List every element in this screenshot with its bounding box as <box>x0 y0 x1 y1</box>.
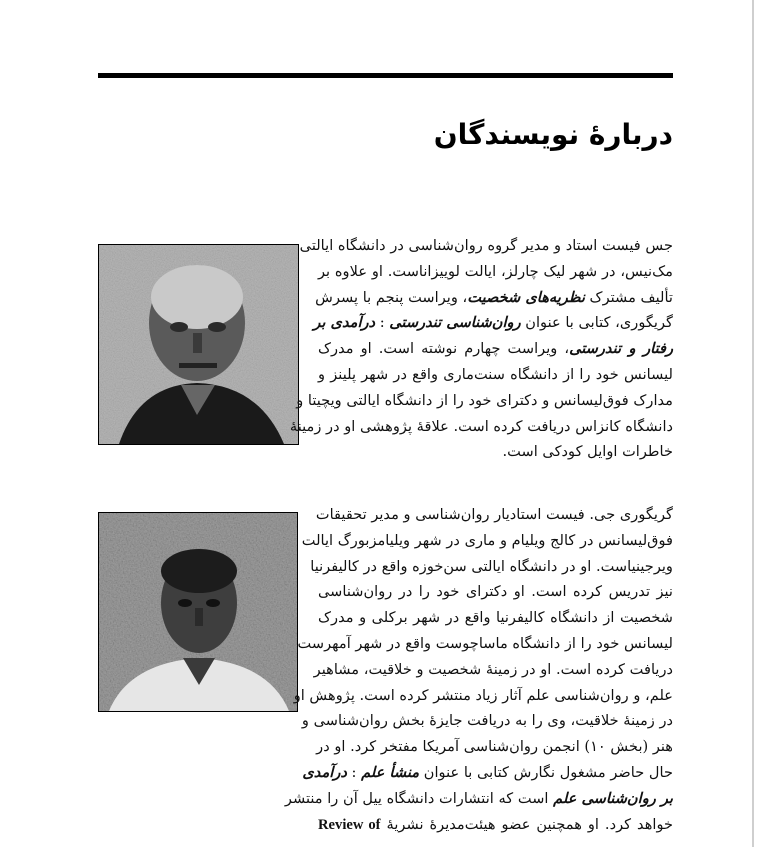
book-title: نظریه‌های شخصیت <box>467 288 585 306</box>
bio-text: لیسانس خود را از دانشگاه سنت‌ماری واقع در شهر پلینز و <box>318 365 673 383</box>
bio-text: است که انتشارات دانشگاه ییل آن را منتشر <box>284 789 549 807</box>
author-photo-jess-feist <box>98 244 299 445</box>
bio-text: ، ویراست پنجم با پسرش <box>315 288 468 306</box>
portrait-image <box>99 245 298 444</box>
book-subtitle: درآمدی بر <box>313 314 376 332</box>
book-title: منشأ علم <box>361 763 420 781</box>
bio-text: دانشگاه کانزاس دریافت کرده است. علاقهٔ پژوهشی او در زمینهٔ <box>289 417 673 435</box>
bio-text: تألیف مشترک <box>589 288 673 306</box>
bio-text: شخصیت از دانشگاه کالیفرنیا واقع در شهر برکلی و مدرک <box>318 609 673 627</box>
book-subtitle: درآمدی <box>302 763 347 781</box>
bio-text: خواهد کرد. او همچنین عضو هیئت‌مدیرهٔ نشریهٔ <box>386 815 674 833</box>
bio-text: مک‌نیس، در شهر لیک چارلز، ایالت لوییزاناست. او علاوه بر <box>318 262 673 280</box>
page-title: دربارهٔ نویسندگان <box>433 118 673 151</box>
bio-text: ویرجینیاست. او در دانشگاه ایالتی سن‌خوزه واقع در کالیفرنیا <box>310 557 673 575</box>
portrait-image <box>99 513 297 711</box>
header-rule <box>98 73 673 78</box>
bio-text: گریگوری جی. فیست استادیار روان‌شناسی و مدیر تحقیقات <box>315 506 673 523</box>
bio-text: نیز تدریس کرده است. او دکترای خود را در روان‌شناسی <box>318 583 673 601</box>
bio-text: : <box>351 763 357 781</box>
book-subtitle: بر روان‌شناسی علم <box>553 789 673 807</box>
author-photo-gregory-feist <box>98 512 298 712</box>
bio-text: ، ویراست چهارم نوشته است. او مدرک <box>318 340 570 358</box>
bio-text: دریافت کرده است. او در زمینهٔ شخصیت و خلاقیت، مشاهیر <box>313 660 673 678</box>
book-title: روان‌شناسی تندرستی <box>389 314 521 332</box>
bio-text: علم، و روان‌شناسی علم آثار زیاد منتشر کرده است. پژوهش او <box>293 686 673 704</box>
author-bio-jess-feist <box>289 233 674 465</box>
journal-title: Review of <box>318 816 381 833</box>
bio-text: گریگوری، کتابی با عنوان <box>525 314 673 332</box>
book-subtitle: رفتار و تندرستی <box>569 340 674 358</box>
author-bio-gregory-feist <box>284 502 674 838</box>
bio-text: لیسانس خود را از دانشگاه ماساچوست واقع در شهر آمهرست <box>297 634 673 652</box>
bio-text: جس فیست استاد و مدیر گروه روان‌شناسی در دانشگاه ایالتی <box>299 237 673 254</box>
page-edge <box>752 0 754 847</box>
bio-text: مدارک فوق‌لیسانس و دکترای خود را از دانشگاه ایالتی ویچیتا و <box>296 391 673 409</box>
bio-text: خاطرات اوایل کودکی است. <box>502 443 673 461</box>
bio-text: فوق‌لیسانس در کالج ویلیام و ماری در شهر ویلیامزبورگ ایالت <box>301 531 673 549</box>
bio-text: هنر (بخش ۱۰) انجمن روان‌شناسی آمریکا مفتخر کرد. او در <box>316 738 673 756</box>
bio-text: : <box>379 314 385 332</box>
bio-text: حال حاضر مشغول نگارش کتابی با عنوان <box>423 763 673 781</box>
bio-text: در زمینهٔ خلاقیت، وی را به دریافت جایزهٔ بخش روان‌شناسی و <box>301 712 673 730</box>
